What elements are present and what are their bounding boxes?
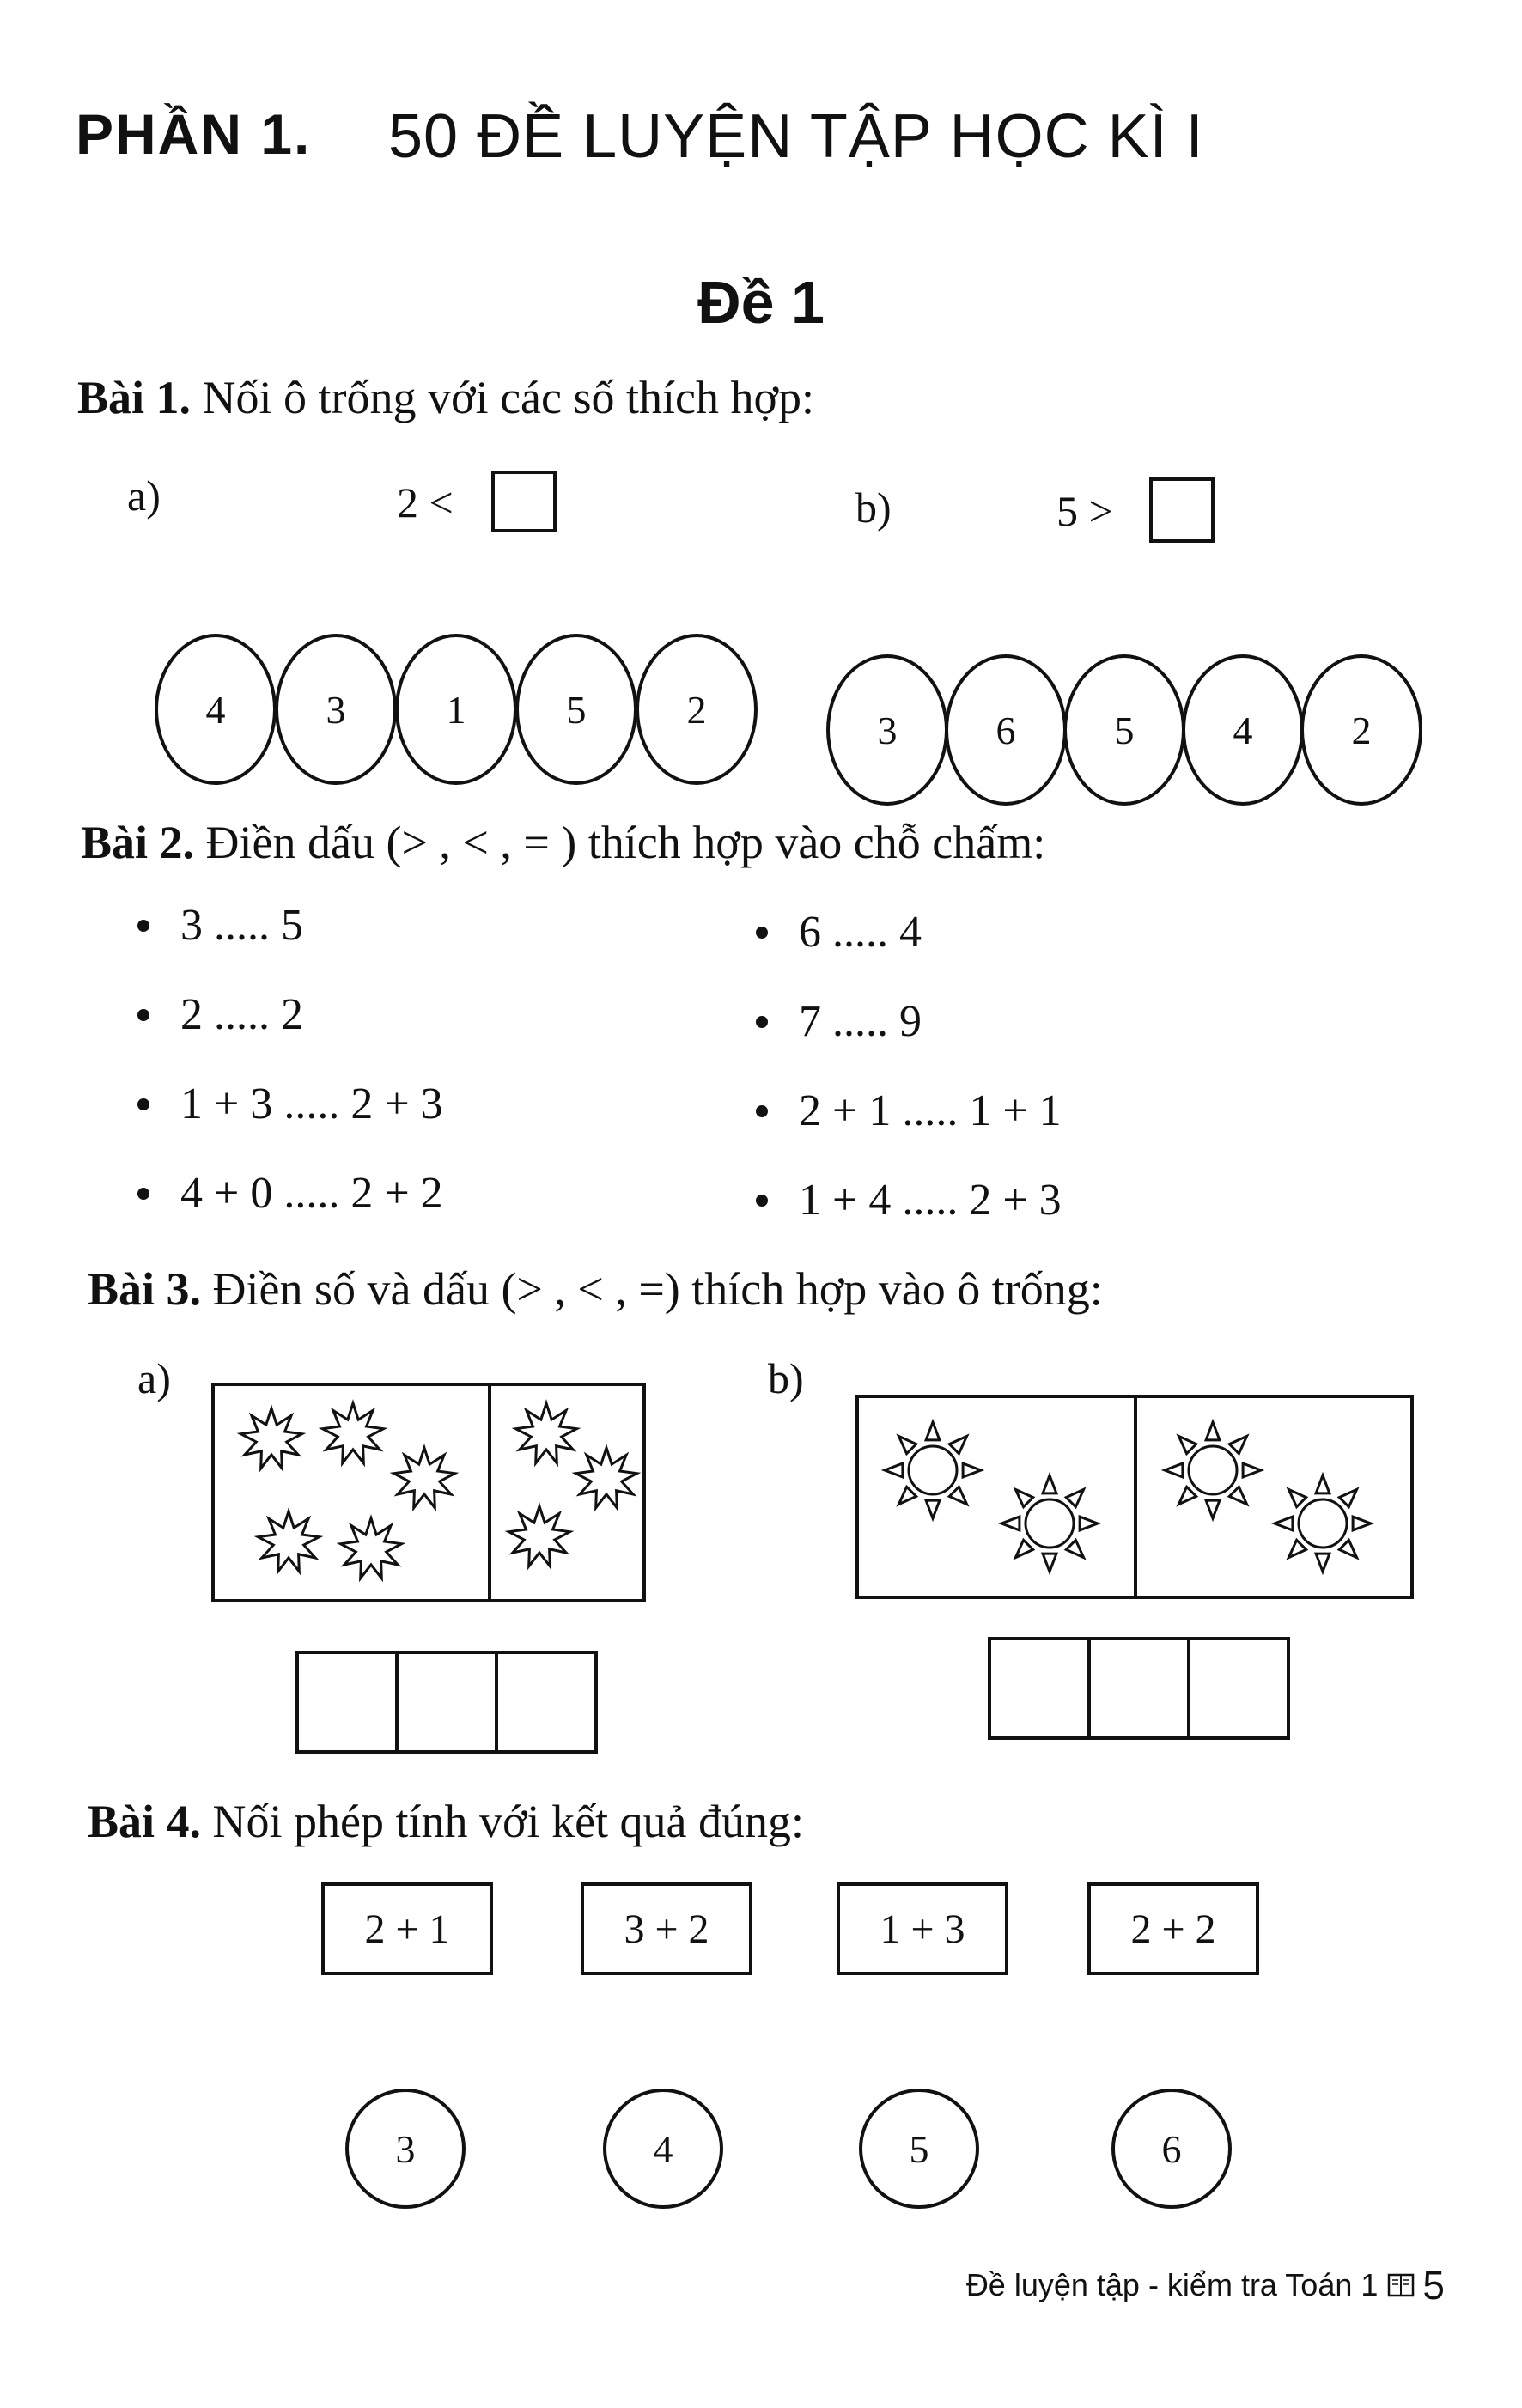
bai4-operation-box[interactable]: 2 + 2: [1087, 1882, 1259, 1975]
bullet-icon: [756, 927, 768, 939]
bai1-b-answer-box[interactable]: [1149, 477, 1215, 543]
bai1-a-circle-5[interactable]: 2: [636, 634, 758, 785]
part-label: PHẦN 1.: [76, 102, 312, 166]
bai4-result-circle[interactable]: 5: [859, 2089, 979, 2209]
footer: [966, 2262, 1445, 2308]
bai1-a-expr: 2 <: [397, 478, 454, 526]
bai2-label: Bài 2.: [81, 817, 195, 868]
bai1-a-label: a): [127, 471, 161, 520]
bai1-a-circle-4[interactable]: 5: [515, 634, 637, 785]
bai3-label: Bài 3.: [88, 1263, 202, 1315]
bai3-b-label: b): [768, 1354, 804, 1402]
bai1-b-circle-1[interactable]: 3: [826, 654, 948, 806]
bai4-label: Bài 4.: [88, 1796, 202, 1847]
part-title: 50 ĐỀ LUYỆN TẬP HỌC KÌ I: [388, 102, 1204, 171]
bai4-result-circle[interactable]: 3: [345, 2089, 466, 2209]
page-number: 5: [1422, 2263, 1445, 2308]
bai2-right-item-text[interactable]: 7 ..... 9: [799, 997, 922, 1046]
star-burst-icon: [341, 1518, 402, 1578]
bullet-icon: [137, 1188, 149, 1200]
bai4-operation-box[interactable]: 3 + 2: [581, 1882, 752, 1975]
bai4-operation-box[interactable]: 1 + 3: [837, 1882, 1008, 1975]
bai4-heading: [88, 1795, 804, 1848]
bai4-result-circle[interactable]: 6: [1111, 2089, 1232, 2209]
bai3-a-cell-sign[interactable]: [395, 1651, 498, 1754]
bai1-b-circle-3[interactable]: 5: [1063, 654, 1185, 806]
bai3-b-answer-row: [988, 1637, 1287, 1740]
bullet-icon: [137, 1009, 149, 1021]
bai4-result-circle[interactable]: 4: [603, 2089, 723, 2209]
bullet-icon: [756, 1195, 768, 1207]
bai2-left-item-text[interactable]: 3 ..... 5: [180, 901, 303, 950]
bai3-a-cell-right[interactable]: [495, 1651, 598, 1754]
bai3-a-answer-row: [295, 1651, 594, 1754]
bai3-b-cell-left[interactable]: [988, 1637, 1091, 1740]
bai4-operation-box[interactable]: 2 + 1: [321, 1882, 493, 1975]
bai2-left-item-3: [137, 1079, 443, 1129]
bai1-b-circle-4[interactable]: 4: [1182, 654, 1304, 806]
bai3-heading: [88, 1262, 1103, 1316]
bai2-left-item-1: [137, 900, 303, 951]
sun-icon: [1165, 1422, 1261, 1518]
bai1-a-circle-2[interactable]: 3: [275, 634, 397, 785]
star-burst-icon: [394, 1448, 455, 1508]
bai1-b-circle-5[interactable]: 2: [1300, 654, 1422, 806]
bai1-heading: [77, 371, 814, 424]
bullet-icon: [756, 1016, 768, 1028]
bai1-a-answer-box[interactable]: [491, 471, 557, 532]
bai2-text: Điền dấu (> , < , = ) thích hợp vào chỗ chấm:: [205, 817, 1046, 868]
bai2-left-item-text[interactable]: 2 ..... 2: [180, 990, 303, 1039]
bai3-b-cell-sign[interactable]: [1087, 1637, 1190, 1740]
bai2-left-item-text[interactable]: 4 + 0 ..... 2 + 2: [180, 1169, 443, 1218]
bai1-a-circle-1[interactable]: 4: [155, 634, 277, 785]
star-burst-icon: [509, 1506, 570, 1566]
star-burst-icon: [323, 1403, 384, 1463]
bai1-b-expr: 5 >: [1056, 487, 1113, 535]
bai3-b-cell-right[interactable]: [1187, 1637, 1290, 1740]
bai4-text: Nối phép tính với kết quả đúng:: [212, 1796, 805, 1847]
bai2-left-item-text[interactable]: 1 + 3 ..... 2 + 3: [180, 1079, 443, 1128]
star-burst-icon: [576, 1448, 637, 1508]
bai3-b-picture: [855, 1395, 1414, 1599]
bai2-right-item-text[interactable]: 1 + 4 ..... 2 + 3: [799, 1176, 1062, 1225]
bai2-right-item-3: [756, 1085, 1062, 1136]
star-burst-icon: [259, 1511, 320, 1572]
bai1-b-label: b): [855, 483, 892, 532]
bai2-left-item-4: [137, 1168, 443, 1219]
sun-icon: [1275, 1475, 1371, 1572]
bullet-icon: [756, 1105, 768, 1117]
bai3-a-cell-left[interactable]: [295, 1651, 399, 1754]
bai3-text: Điền số và dấu (> , < , =) thích hợp vào ô trống:: [212, 1263, 1103, 1315]
bai3-a-label: a): [137, 1354, 171, 1402]
bai2-right-item-4: [756, 1175, 1062, 1225]
bai2-right-item-1: [756, 907, 922, 958]
bai2-right-item-text[interactable]: 2 + 1 ..... 1 + 1: [799, 1086, 1062, 1135]
bai1-label: Bài 1.: [77, 372, 192, 423]
sun-icon: [885, 1422, 981, 1518]
exam-title: Đề 1: [697, 269, 825, 336]
bai3-a-picture: [211, 1383, 646, 1602]
star-burst-icon: [241, 1408, 302, 1469]
bai1-b-circle-2[interactable]: 6: [945, 654, 1067, 806]
bullet-icon: [137, 1098, 149, 1110]
star-burst-icon: [516, 1403, 577, 1463]
bai1-a-circle-3[interactable]: 1: [395, 634, 517, 785]
bullet-icon: [137, 920, 149, 932]
sun-icon: [1001, 1475, 1098, 1572]
footer-text: Đề luyện tập - kiểm tra Toán 1: [965, 2267, 1379, 2302]
bai2-left-item-2: [137, 989, 303, 1040]
bai1-text: Nối ô trống với các số thích hợp:: [202, 372, 815, 423]
bai2-right-item-2: [756, 996, 922, 1047]
bai2-right-item-text[interactable]: 6 ..... 4: [799, 908, 922, 957]
bai2-heading: [81, 816, 1045, 869]
book-icon: [1386, 2271, 1415, 2300]
